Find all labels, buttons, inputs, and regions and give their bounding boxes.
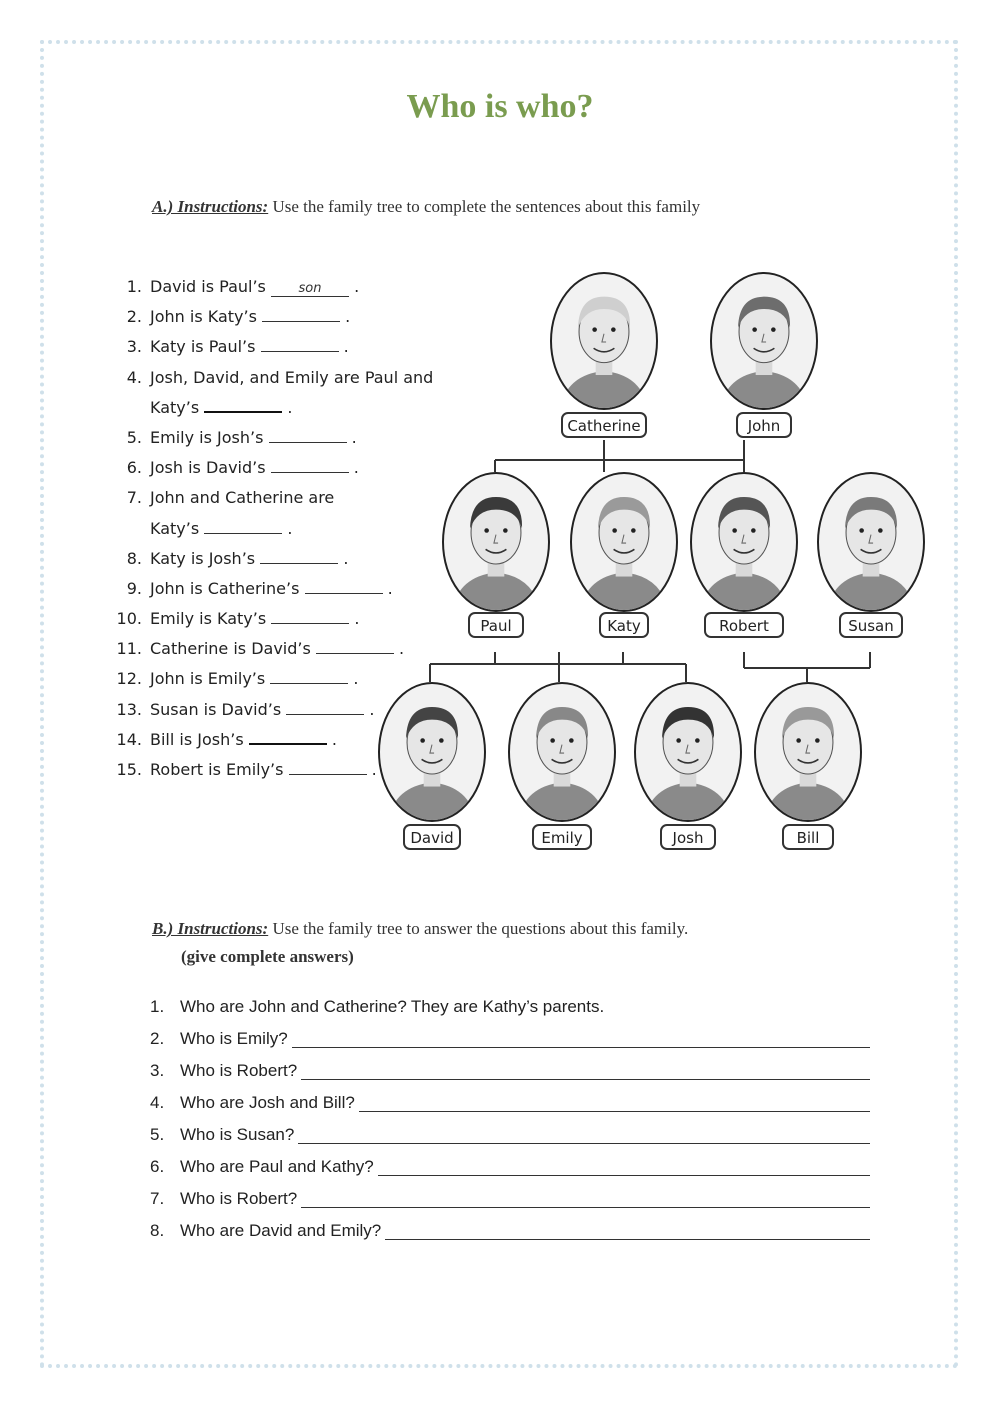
sentence-end: . (369, 699, 375, 719)
section-a-label: A.) Instructions: (152, 197, 269, 216)
sentence-end: . (331, 729, 337, 749)
sentence-end: . (371, 760, 377, 779)
sentence-end: . (287, 397, 293, 417)
question-text: Who are David and Emily? (180, 1221, 382, 1240)
question-item (150, 1214, 870, 1246)
portrait-emily (508, 682, 616, 850)
question-item (150, 1118, 870, 1150)
sentence-end: . (354, 277, 360, 296)
answer-blank[interactable] (269, 426, 347, 443)
section-a-instructions (152, 197, 700, 217)
portrait-photo (550, 272, 658, 410)
name-tag: Susan (839, 612, 903, 638)
portrait-photo (570, 472, 678, 612)
portrait-susan (817, 472, 925, 638)
answer-blank[interactable] (270, 667, 348, 684)
portrait-photo (378, 682, 486, 822)
page-title: Who is who? (406, 88, 594, 125)
sentence-text: Emily is Josh’s (150, 427, 264, 447)
item-number: 4. (126, 367, 142, 387)
family-tree (370, 260, 910, 880)
item-number: 3. (126, 337, 142, 357)
item-number: 14. (116, 729, 142, 749)
item-number: 3. (150, 1061, 165, 1080)
sentence-text: John and Catherine are (150, 488, 335, 508)
section-a-text: Use the family tree to complete the sentences about this family (272, 197, 701, 216)
sentence-end: . (345, 307, 351, 327)
portrait-josh (634, 682, 742, 850)
portrait-john (710, 272, 818, 438)
answer-line[interactable] (301, 1185, 870, 1208)
item-number: 15. (116, 760, 142, 779)
answer-line[interactable] (359, 1089, 870, 1112)
item-number: 6. (150, 1157, 165, 1176)
item-number: 5. (150, 1125, 165, 1144)
portrait-katy (570, 472, 678, 638)
answer-blank[interactable] (204, 395, 282, 413)
portrait-robert (690, 472, 798, 638)
question-text: Who is Susan? (180, 1125, 295, 1144)
item-number: 5. (126, 427, 142, 447)
portrait-bill (754, 682, 862, 850)
question-item (150, 990, 870, 1022)
item-number: 6. (126, 458, 142, 478)
section-b-instructions (152, 915, 882, 971)
item-number: 7. (126, 488, 142, 508)
question-item (150, 1150, 870, 1182)
section-b-note: (give complete answers) (181, 947, 354, 966)
question-text: Who is Robert? (180, 1189, 298, 1208)
sentence-text: Bill is Josh’s (150, 729, 244, 749)
question-item (150, 1054, 870, 1086)
answer-line[interactable] (301, 1057, 870, 1080)
sentence-text: Emily is Katy’s (150, 609, 267, 629)
sentence-end: . (387, 578, 393, 598)
answer-blank[interactable]: son (271, 282, 349, 297)
sentence-text: Josh, David, and Emily are Paul and (150, 367, 434, 387)
name-tag: Katy (599, 612, 649, 638)
question-item (150, 1182, 870, 1214)
answer-blank[interactable] (286, 698, 364, 715)
item-number: 13. (116, 699, 142, 719)
name-tag: Emily (532, 824, 592, 850)
item-number: 1. (126, 277, 142, 296)
sentence-text: John is Katy’s (150, 307, 257, 327)
answer-blank[interactable] (261, 335, 339, 352)
item-number: 2. (150, 1029, 165, 1048)
item-number: 2. (126, 307, 142, 327)
portrait-photo (442, 472, 550, 612)
answer-line[interactable] (292, 1025, 870, 1048)
item-number: 4. (150, 1093, 165, 1112)
sentence-text: Katy’s (150, 518, 200, 538)
sentence-text: Robert is Emily’s (150, 760, 284, 779)
sentence-text: Catherine is David’s (150, 639, 311, 659)
name-tag: Robert (704, 612, 784, 638)
answer-text: They are Kathy’s parents. (410, 997, 605, 1016)
sentence-text: David is Paul’s (150, 277, 266, 296)
portrait-photo (754, 682, 862, 822)
question-text: Who are Josh and Bill? (180, 1093, 355, 1112)
sentence-text: Josh is David’s (150, 458, 266, 478)
sentence-text: Katy’s (150, 397, 200, 417)
sentence-end: . (399, 639, 405, 659)
sentence-end: . (354, 609, 360, 629)
item-number: 12. (116, 669, 142, 689)
answer-blank[interactable] (271, 607, 349, 624)
answer-line[interactable] (378, 1153, 870, 1176)
section-b-text: Use the family tree to answer the questions about this family. (272, 919, 689, 938)
name-tag: Paul (468, 612, 524, 638)
portrait-photo (508, 682, 616, 822)
item-number: 9. (126, 578, 142, 598)
name-tag: Bill (782, 824, 834, 850)
section-b-list (150, 990, 870, 1246)
item-number: 10. (116, 609, 142, 629)
item-number: 8. (126, 548, 142, 568)
name-tag: Josh (660, 824, 716, 850)
answer-line[interactable] (385, 1217, 870, 1240)
name-tag: David (403, 824, 461, 850)
sentence-text: Katy is Josh’s (150, 548, 256, 568)
portrait-photo (634, 682, 742, 822)
sentence-text: John is Catherine’s (150, 578, 300, 598)
question-text: Who is Robert? (180, 1061, 298, 1080)
sentence-text: Susan is David’s (150, 699, 282, 719)
answer-blank[interactable] (260, 547, 338, 564)
portrait-photo (710, 272, 818, 410)
question-text: Who is Emily? (180, 1029, 288, 1048)
answer-blank[interactable] (271, 456, 349, 473)
item-number: 11. (116, 639, 142, 659)
item-number: 8. (150, 1221, 165, 1240)
portrait-paul (442, 472, 550, 638)
portrait-david (378, 682, 486, 850)
sentence-text: Katy is Paul’s (150, 337, 256, 357)
section-b-label: B.) Instructions: (152, 919, 269, 938)
sentence-end: . (287, 518, 293, 538)
name-tag: John (736, 412, 792, 438)
portrait-photo (690, 472, 798, 612)
portrait-catherine (550, 272, 658, 438)
answer-blank[interactable] (262, 305, 340, 322)
sentence-text: John is Emily’s (150, 669, 266, 689)
sentence-end: . (343, 548, 349, 568)
answer-blank[interactable] (204, 517, 282, 534)
answer-line[interactable] (298, 1121, 870, 1144)
item-number: 1. (150, 997, 165, 1016)
question-item (150, 1022, 870, 1054)
question-text: Who are John and Catherine? (180, 997, 407, 1016)
answer-blank[interactable] (249, 727, 327, 745)
question-text: Who are Paul and Kathy? (180, 1157, 374, 1176)
sentence-end: . (351, 427, 357, 447)
item-number: 7. (150, 1189, 165, 1208)
sentence-end: . (353, 458, 359, 478)
sentence-end: . (343, 337, 349, 357)
name-tag: Catherine (561, 412, 647, 438)
portrait-photo (817, 472, 925, 612)
sentence-end: . (353, 669, 359, 689)
answer-blank[interactable] (289, 758, 367, 775)
question-item (150, 1086, 870, 1118)
